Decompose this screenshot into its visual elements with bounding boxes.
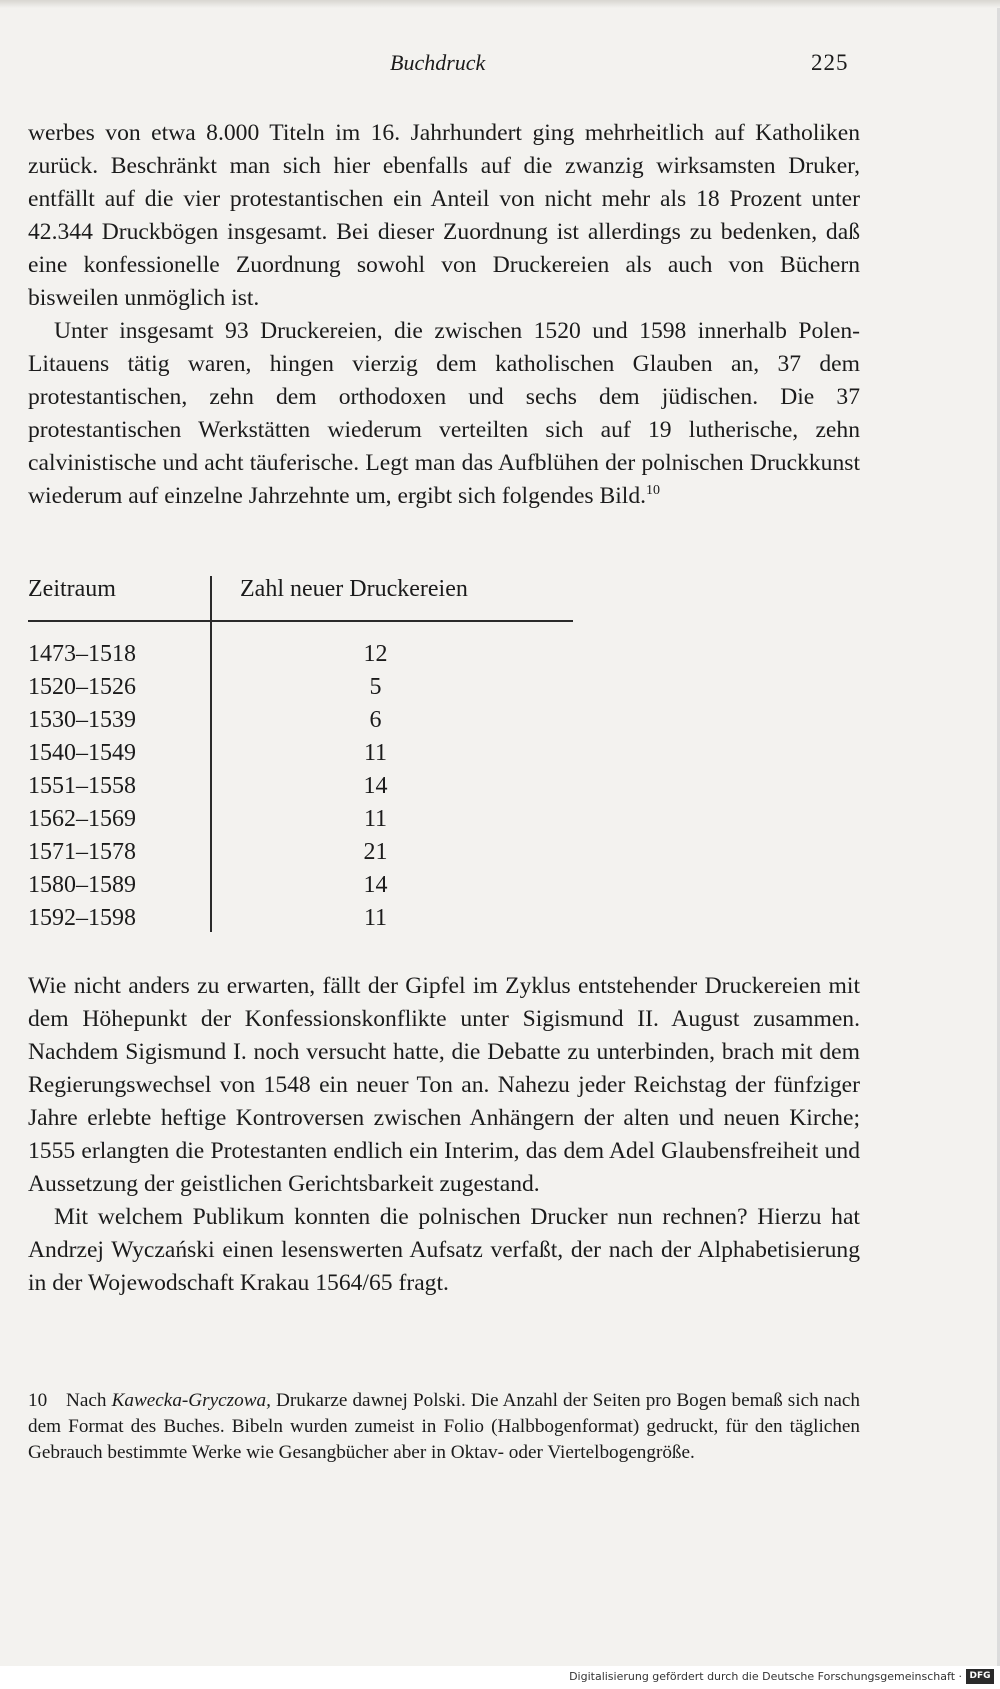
- table-cell-period: 1571–1578: [28, 839, 136, 865]
- table-cell-period: 1592–1598: [28, 905, 136, 931]
- table-cell-period: 1473–1518: [28, 641, 136, 667]
- dfg-logo: DFG: [966, 1669, 994, 1684]
- page-number: 225: [811, 50, 849, 75]
- table-cell-period: 1580–1589: [28, 872, 136, 898]
- paragraph-4: Mit welchem Publikum konnten die polnischen Drucker nun rechnen? Hierzu hat Andrzej Wyczański einen lesenswerten Aufsatz verfaßt, der nach der Alphabetisierung in der Wojewodschaft Krakau 1564/65 fragt.: [28, 1204, 860, 1296]
- footnote: [28, 1388, 860, 1466]
- table-cell-period: 1540–1549: [28, 740, 136, 766]
- table-row: [28, 770, 588, 803]
- table-header-count: Zahl neuer Druckereien: [240, 576, 468, 602]
- table-row: [28, 803, 588, 836]
- table-cell-count: 12: [363, 641, 388, 667]
- table-row: [28, 737, 588, 770]
- table-cell-count: 14: [363, 773, 388, 799]
- footnote-10: [28, 1388, 860, 1466]
- paragraph-2-text: Unter insgesamt 93 Druckereien, die zwischen 1520 und 1598 innerhalb Polen-Litauens tätig waren, hingen vierzig dem katholischen Glauben an, 37 dem protestantischen, zehn dem orthodoxen und sechs dem jüdischen. Die 37 protestantischen Werkstätten wiederum verteilten sich auf 19 lutherische, zehn calvinistische und acht täuferische. Legt man das Aufblühen der polnischen Druckkunst wiederum auf einzelne Jahrzehnte um, ergibt sich folgendes Bild.: [28, 318, 860, 509]
- digitization-credit-bar: [0, 1666, 1000, 1689]
- table-row: [28, 869, 588, 902]
- table-cell-count: 11: [363, 740, 388, 766]
- digitization-credit: Digitalisierung gefördert durch die Deutsche Forschungsgemeinschaft ·: [569, 1670, 962, 1683]
- footnote-lead: Nach: [66, 1390, 107, 1411]
- table-row: [28, 704, 588, 737]
- table-cell-period: 1520–1526: [28, 674, 136, 700]
- table-row: [28, 836, 588, 869]
- table-cell-period: 1551–1558: [28, 773, 136, 799]
- footnote-number: 10: [28, 1390, 48, 1411]
- table-row: [28, 671, 588, 704]
- footnote-text: Drukarze dawnej Polski. Die Anzahl der Seiten pro Bogen bemaß sich nach dem Format des Buches. Bibeln wurden zumeist in Folio (Halbbogenformat) gedruckt, für den täglichen Gebrauch bestimmte Werke wie Gesangbücher aber in Oktav- oder Viertelbogengröße.: [28, 1390, 860, 1463]
- table-row: [28, 638, 588, 671]
- printing-shops-table: [28, 572, 588, 936]
- table-cell-count: 21: [363, 839, 388, 865]
- body-text-bottom: [28, 970, 860, 1300]
- table-cell-count: 6: [369, 707, 382, 733]
- paragraph-1: werbes von etwa 8.000 Titeln im 16. Jahrhundert ging mehrheitlich auf Katholiken zurück. Beschränkt man sich hier ebenfalls auf die zwanzig wirksamsten Druker, entfällt auf die vier protestantischen ein Anteil von nicht mehr als 18 Prozent unter 42.344 Druckbögen insgesamt. Bei dieser Zuordnung ist allerdings zu bedenken, daß eine konfessionelle Zuordnung sowohl von Druckereien als auch von Büchern bisweilen unmöglich ist.: [28, 120, 860, 311]
- running-head: Buchdruck: [390, 50, 486, 75]
- table-cell-count: 11: [363, 806, 388, 832]
- table-cell-period: 1562–1569: [28, 806, 136, 832]
- table-cell-count: 11: [363, 905, 388, 931]
- scan-edge: [0, 0, 1000, 8]
- table-header-period: Zeitraum: [28, 576, 116, 602]
- table-cell-count: 5: [369, 674, 382, 700]
- table-cell-period: 1530–1539: [28, 707, 136, 733]
- paragraph-2: [28, 315, 860, 513]
- table-body: [28, 638, 588, 935]
- table-cell-count: 14: [363, 872, 388, 898]
- footnote-reference: 10: [646, 483, 661, 499]
- table-row: [28, 902, 588, 935]
- body-text-top: [28, 117, 860, 513]
- paragraph-3: Wie nicht anders zu erwarten, fällt der Gipfel im Zyklus entstehender Druckereien mit dem Höhepunkt der Konfessionskonflikte unter Sigismund II. August zusammen. Nachdem Sigismund I. noch versucht hatte, die Debatte zu unterbinden, brach mit dem Regierungswechsel von 1548 ein neuer Ton an. Nahezu jeder Reichstag der fünfziger Jahre erlebte heftige Kontroversen zwischen Anhängern der alten und neuen Kirche; 1555 erlangten die Protestanten endlich ein Interim, das dem Adel Glaubensfreiheit und Aussetzung der geistlichen Gerichtsbarkeit zugestand.: [28, 973, 860, 1197]
- table-header-rule: [28, 620, 573, 622]
- footnote-author: Kawecka-Gryczowa,: [111, 1390, 271, 1411]
